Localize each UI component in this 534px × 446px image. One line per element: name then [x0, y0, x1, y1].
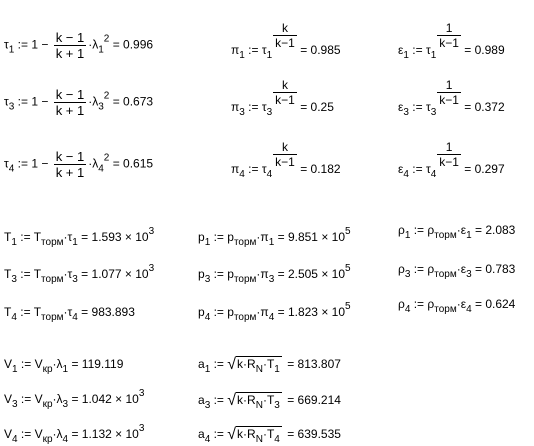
tau-3-value: 0.673 — [123, 94, 154, 109]
p-1-mantissa: 9.851 — [287, 230, 318, 244]
eps-1-value: 0.989 — [474, 43, 505, 57]
a-4-value: 639.535 — [297, 427, 341, 442]
V-1-value: 119.119 — [81, 357, 124, 371]
tau-4-value: 0.615 — [123, 156, 154, 171]
pi-4-value: 0.182 — [310, 162, 341, 176]
a-3-equation: $a_3$ := √ $k\cdot R_N\cdot T_3$ = 669.214 — [198, 392, 341, 412]
eps-1-equation: $\varepsilon_1$ := $\tau_1$ $\frac{1}{k-1}$ = 0.989 — [398, 21, 505, 61]
rho-4-equation: $\rho_4$ := $\rho_{торм}\cdot\varepsilon_4 = 0.624$ — [398, 297, 516, 315]
pi-4-equation: $\pi_4$ := $\tau_4$ $\frac{k}{k-1}$ = 0.182 — [231, 140, 341, 180]
pi-1-value: 0.985 — [310, 43, 341, 57]
eps-3-value: 0.372 — [474, 100, 505, 114]
p-3-mantissa: 2.505 — [287, 267, 318, 281]
T-1-equation: $T_1$ := $T_{торм}\cdot\tau_1 = 1.593 \times 10^3$ — [4, 226, 155, 248]
eps-4-equation: $\varepsilon_4$ := $\tau_4$ $\frac{1}{k-1}$ = 0.297 — [398, 140, 505, 180]
tau-3-equation: $\tau_3$ := 1 − $\frac{k - 1}{k + 1}$ $\cdot\lambda_3^2 = 0.673$ — [4, 87, 154, 118]
T-4-equation: $T_4$ := $T_{торм}\cdot\tau_4 = 983.893$ — [4, 305, 135, 323]
pi-3-value: 0.25 — [310, 100, 334, 114]
a-1-equation: $a_1$ := √ $k\cdot R_N\cdot T_1$ = 813.807 — [198, 356, 341, 376]
V-4-equation: $V_4$ := $V_{кр}\cdot\lambda_4 = 1.132 \times 10^3$ — [4, 423, 145, 445]
V-3-mantissa: 1.042 — [81, 392, 112, 406]
eps-4-value: 0.297 — [474, 162, 505, 176]
rho-1-equation: $\rho_1$ := $\rho_{торм}\cdot\varepsilon_1 = 2.083$ — [398, 223, 516, 241]
V-4-mantissa: 1.132 — [81, 427, 112, 441]
p-3-equation: $p_3$ := $p_{торм}\cdot\pi_3 = 2.505 \times 10^5$ — [198, 263, 351, 285]
rho-1-value: 2.083 — [485, 223, 516, 237]
rho-3-value: 0.783 — [485, 262, 516, 276]
a-4-equation: $a_4$ := √ $k\cdot R_N\cdot T_4$ = 639.535 — [198, 426, 341, 446]
p-4-equation: $p_4$ := $p_{торм}\cdot\pi_4 = 1.823 \times 10^5$ — [198, 301, 351, 323]
a-1-value: 813.807 — [297, 357, 341, 372]
tau-4-equation: $\tau_4$ := 1 − $\frac{k - 1}{k + 1}$ $\cdot\lambda_4^2 = 0.615$ — [4, 149, 154, 180]
V-1-equation: $V_1$ := $V_{кр}\cdot\lambda_1 = 119.119$ — [4, 357, 124, 375]
rho-4-value: 0.624 — [485, 297, 516, 311]
eps-3-equation: $\varepsilon_3$ := $\tau_3$ $\frac{1}{k-1}$ = 0.372 — [398, 78, 505, 118]
T-1-mantissa: 1.593 — [91, 230, 122, 244]
tau-1-equation: $\tau_1$ := 1 − $\frac{k - 1}{k + 1}$ $\cdot\lambda_1^2 = 0.996$ — [4, 30, 154, 61]
T-3-mantissa: 1.077 — [91, 267, 122, 281]
pi-1-equation: $\pi_1$ := $\tau_1$ $\frac{k}{k-1}$ = 0.985 — [231, 21, 341, 61]
p-1-equation: $p_1$ := $p_{торм}\cdot\pi_1 = 9.851 \times 10^5$ — [198, 226, 351, 248]
rho-3-equation: $\rho_3$ := $\rho_{торм}\cdot\varepsilon_3 = 0.783$ — [398, 262, 516, 280]
tau-1-value: 0.996 — [123, 37, 154, 52]
a-3-value: 669.214 — [297, 393, 341, 408]
T-4-value: 983.893 — [91, 305, 135, 319]
T-3-equation: $T_3$ := $T_{торм}\cdot\tau_3 = 1.077 \times 10^3$ — [4, 263, 155, 285]
pi-3-equation: $\pi_3$ := $\tau_3$ $\frac{k}{k-1}$ = 0.25 — [231, 78, 334, 118]
fraction: $\frac{k - 1}{k + 1}$ — [55, 30, 85, 61]
p-4-mantissa: 1.823 — [287, 305, 318, 319]
V-3-equation: $V_3$ := $V_{кр}\cdot\lambda_3 = 1.042 \times 10^3$ — [4, 388, 145, 410]
